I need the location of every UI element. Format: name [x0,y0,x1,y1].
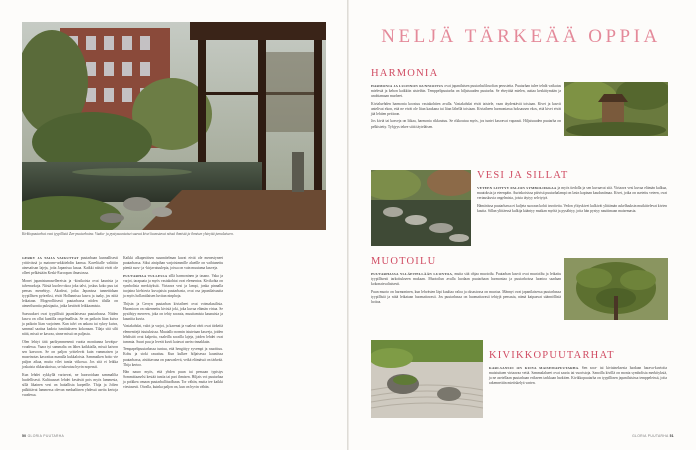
section-title-kivikko: KIVIKKOPUUTARHAT [489,350,615,361]
paragraph: Monet japanistumasellereista ja -kirsikoista ovat kaunista ja talvenarkoja. Niistä kuoleo-okoa joka talvi, joskus koko puu tai pensas menehtyy. Akodeat, jotka Japanissa tunnettidaan tyypillisen pyöreiksi, eivät Hollannissa kasva ja taaky, jos niitä leikataan. Mogerolliisesti puutarhassa niiden tilalla on aimeriluontia puksipuita, jotka kestävät leikkaamista. [22,278,118,309]
paragraph: Saavuukset ovat tyypillisiä japanilaisessa puutarhassa. Niiden kasvu on ollut kuntilla ongelmallista. Se on paikoin liian kuiva ja paikoin liian varjoinen. Kun talvi on ankara tai sykey kuiva, sammal saattaa kadota ismittakseen kokonaan. Tilaja sitä silti niitä, missä se kasvaa, sinne missä on paljastu. [22,311,118,337]
main-title: NELJÄ TÄRKEÄÄ OPPIA [381,26,661,47]
photo-muotoilu [564,258,668,320]
paragraph: Kun lehdet sykkyllä varisevat, ne haravoidaan sammalilta huolellisesti. Kulttuuuset lehdet kestävät pois myös lammesta, sillä likainen vesi on haitallista karpeille. Thija ja Jolien palkittävat lammessa olevan medaaliinen yhdessä useita kertoja vuodessa. [22,372,118,398]
left-column-1 [22,256,118,401]
page-folio-right: GLORIA PUUTARHA 51 [632,434,674,438]
paragraph: Thijsin ja Gerryn puutarhan kiviaiheet ovat voimakasilisia. Huomioon on rakennettu kivistä joki, joka kuvaa elämän virtaa. Se pysähtyy merreen, joka on tehty soraata, muuttamista kaunuisia ja kauniita kuvia. [123,301,223,321]
paragraph: Olen lehtyt tätä parikymmenenä vuotta monitanna kevätpa-voudessa. Vaara tyi sammalta on lähes kaikkialla, missä kaivon sen kasvoon. Se on paljon yrittelevät kuin vammaisen ja museinotas kasvattaa manalla kukkaloista. Sammaiken hoito vie paljon aikaa, mutta vilet tuntia viikossa. Jos sitä ei leikka joskaista rikkarukoissa, se tukeutuu hyvin nopeasti. [22,339,118,370]
section-body-kivikko: KARI-SANSUI ON KUIVA MAISEMAPUUTARHA. Sen sora- tai kiviaineksesta luodaan harava-kuvioita muistuttaen virtaavaa vettä. Sammalalueet ovat saaria tai vuoristoja. Sanoilla kivillä on monia symbolisia merkityksiä, ja ne asetellaan puutarhaan erikseen tarkkaan harkiten. Kivikkopuutarha on tyypillinen japanilaisissa temppeleissä, joita rakennettiin mietiskelyä varten. [489,366,667,386]
page-folio-left: 50 GLORIA PUUTARHA [22,434,65,438]
right-page [349,0,696,450]
paragraph: Kaikki alkuperäisen suunnitelman kuvat eivät ole menestyneet puutarhassa. Siksi ainipihan varjoisimmille alueille on vaihtunettu pieniä suru- ja -kirjavatuulepia, joissa on vain muutama kasveja. [123,256,223,271]
photo-harmonia [564,82,668,136]
section-body-harmonia: HARMONIA JA LUONNON KUNNIOITUS ovat japanilaisen puutarhafilosofian perusteita. Puutarhan tulee tehdä vaikutus mielestä ja kehon kaikkiin aisteihin. Temppelipuutarha on hiljaisuuden puutarha. Se eheyttää mielen, auttaa keskittymään ja unohtamaan murheet. Kivialuehden harmonia koostuu vastakohtien avulla. Vastakohdat eivät taistele, vaan täydentävät toisiaan. Kivet ja kasvit antelivat ekon, että ne eivät ole liian kaukana tai liian lähellä toisiaan. Kiviaiheen harmoniassa hoksausen ekos, että kivet eivät jää lehtien peittoon. Jos kiviä tai kasveja on liikaa, harmonia rikkoutuu. Se rikkoutuu myös, jos tuntei kasvavat vapaasti. Hiljaisuuden puutarha on pelkistetty. Tyhjyys tekee siitä täyteläisen. [371,84,561,129]
left-column-2 [123,256,223,393]
photo-caption: Kirkkopuutarhat ovat tyypillisiä Zen-puutarhoina. Vaaka- ja pystysuuntaiset saavat kivet kuvastavat niissä ihmistä ja ihmisen yhteyttä jumalaiseen. [22,232,234,236]
garden-photo-main [22,22,326,230]
section-title-muotoilu: MUOTOILU [371,256,437,267]
photo-kivikko [371,340,483,418]
section-title-harmonia: HARMONIA [371,68,439,79]
section-body-vesi: VETEEN LIITTYY PALJON SYMBOLIIKKAA ja myös tiedolla ja sen kuvaavat sitä. Virtaava vesi kuvaa elämän kulkua, muutoksia ja eteenpäin. Aurinkoisissa päivisä puutarhalampi on lasin kapinan kauduniimaa. Kivet, jotka on asetettu veteen, ovat vertauskuvia ongelmista, joista täytyy selviytyä. Hämärässa puutarhassa ei kuljeta suoraan kohti tavoitetta. Vedon ylityskivet kulkivät ylittämän askelluuksin mutkittelevat kivien kautta. Sillan ylittäessä kulkija kääntyy mutkan myötä ja pysähtyy, jotta hän pystyy nauttimaan maisemasta. [477,186,667,213]
paragraph: Tempapelipuutarhassa tuntuu, että hengittyy syvempi ja rauoittuu. Kohu ja stoki rauattuu. Kun kulkee hiljaisessa kauniissa puutarhassa, aistittavana on puuvaslevä, veikä elämässä on tärkeää. Thija kertoo. [123,347,223,367]
paragraph: Hän nauro myös, että yhden puun tai pensaan typistys Sommittaaselsi kestää tuntia tai pari ihmisen. Hiljais voi puutarhaa ja poikkea omaan puutarhallituolbaan. Tor vähän, mutta tee kaikki viestasesti. Oivalla, kuinka paljon on, kun on hyvin vähän. [123,370,223,390]
paragraph: GERRY JA TAIJA VAIKUTTAT puutarhaan kunnallisesti yrittivässä ja matorne-arkkitehdin kanssa. Kavelitalle valittiin ainesaiisan lajeja, joita Japanissa kasaa. Kaikki näistä eivät ole olleet pelkästään Keski-Euroopan ilmastossa. [22,256,118,276]
left-page [0,0,347,450]
paragraph: PUUTARHAA TULLESSA sillä harmoninen ja tasano. Vaka ja varjot, tarapaata ja myös vastakohtat ovat elementoa. Kivikohta on symbolisia merkityksiä. Virtaava vesi ja lampi, jonka pinnalla tuojaina kiehtovia kuvajaisia puutarhasta, ovat osa japanilaisuutta ja myös hollantilaisen luvitan ninphoja. [123,273,223,299]
section-body-muotoilu: PUUTARHASSA YLLÄPITELLÄÄN LUONTOA, mutta sitä ohjaa muotoilu. Puutarhan kasvit ovat muotoiltu ja leikattu tyypillisesti tarkoitukseen mukaan. Muotoilun avulla luodaan puutarhaan harmoniaa ja puutarhoissa luontoa saadaan kokonaisvaltaisesti. Puun muoto on harmoninen, kun lehvästen läpi kuultaa valoa ja oksastossa on muotoa. Männyt ovat japanilaisessa puutarhassa tyypillisiä ja niitä leikataan huomattavasti. Jos puutarhassa on huomattavasti tehtyjä pensasia, nämä kaipaavat säännöllistä hoitoa. [371,272,561,304]
paragraph: Vastakohdat, valot ja varjot, ja karenat ja vaaleat värit ovat tärkeitä elementtejä istutuksissa. Muutallo normin istutetaan kasveja, joiden lehdistöt ovat kalpeita, vaaleilla sorailla lajeja, joiden lehdet ovat tummia. Suuri puu ja leveät kuvii katavat usein rinnakkain. [123,324,223,344]
section-title-vesi: VESI JA SILLAT [477,170,569,181]
photo-vesi [371,170,471,246]
